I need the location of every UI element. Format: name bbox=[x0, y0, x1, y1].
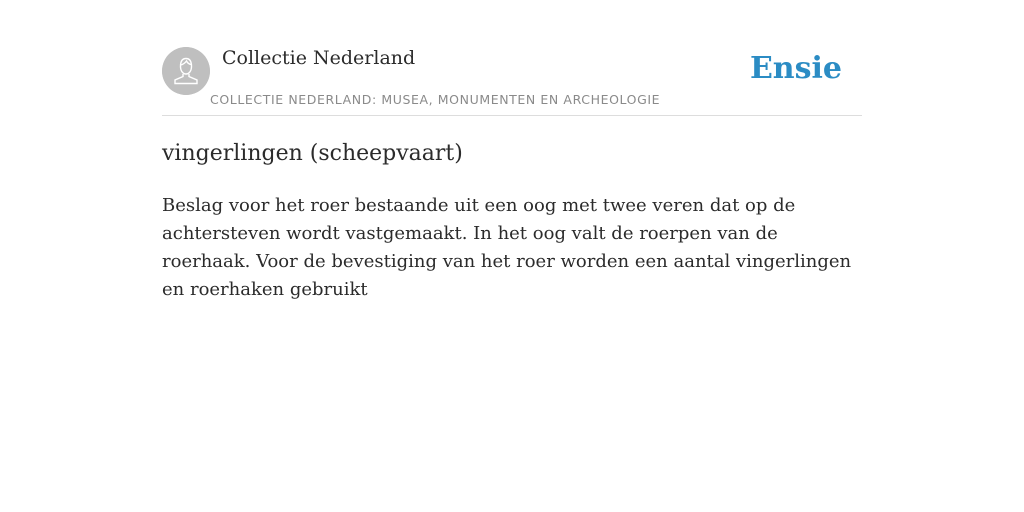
author-name[interactable]: Collectie Nederland bbox=[222, 47, 416, 69]
author-subtitle[interactable]: COLLECTIE NEDERLAND: MUSEA, MONUMENTEN EN ARCHEOLOGIE bbox=[210, 92, 661, 107]
brand-logo[interactable]: Ensie bbox=[749, 51, 842, 86]
author-header bbox=[162, 46, 862, 116]
entry-title: vingerlingen (scheepvaart) bbox=[162, 141, 463, 166]
entry-definition: Beslag voor het roer bestaande uit een oog met twee veren dat op de achtersteven wordt vastgemaakt. In het oog valt de roerpen van de roerhaak. Voor de bevestiging van het roer worden een aantal vingerlingen en roerhaken gebruikt bbox=[162, 195, 852, 300]
user-avatar-icon[interactable] bbox=[162, 47, 210, 95]
